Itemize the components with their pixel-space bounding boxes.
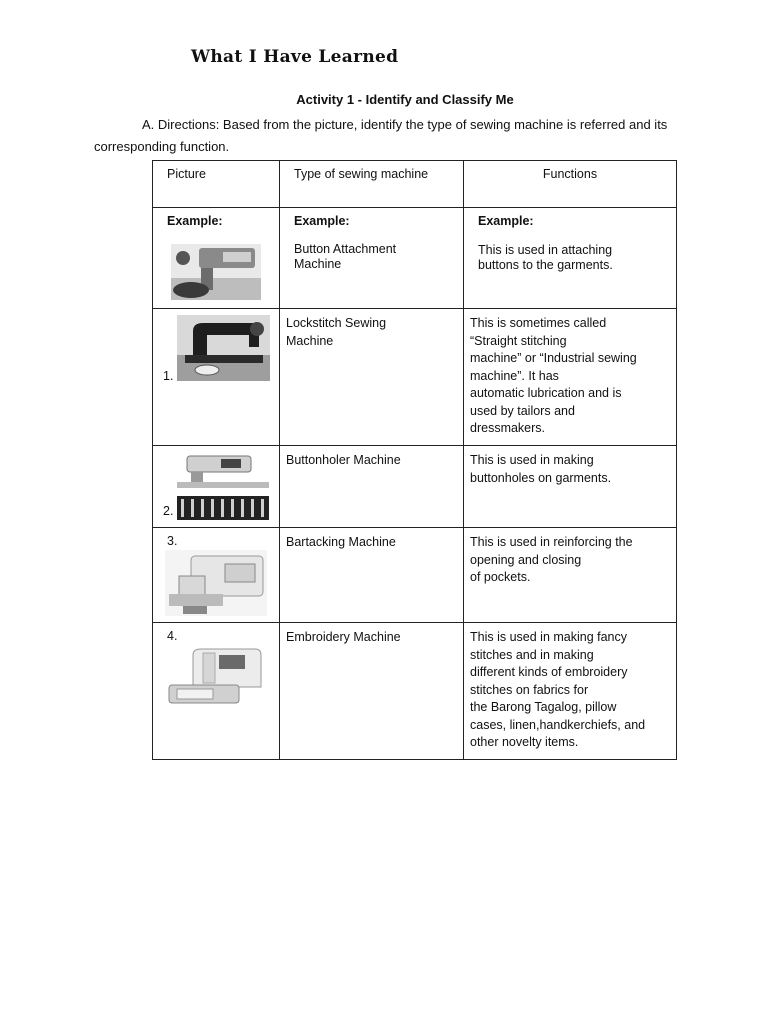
row-4-function-line: This is used in making fancy [470,630,628,644]
row-1-function-line: machine” or “Industrial sewing [470,351,637,365]
directions-paragraph: A. Directions: Based from the picture, identify the type of sewing machine is referred and its corresponding function. [94,117,668,154]
embroidery-machine-image [167,643,265,709]
lockstitch-machine-image [177,315,270,381]
example-type-label: Example: [294,214,350,228]
page-title: What I Have Learned [191,47,399,67]
table-header-row [153,161,677,208]
example-function-label: Example: [478,214,534,228]
row-2-number: 2. [163,504,174,518]
example-function: This is used in attaching buttons to the garments. [478,243,613,272]
table-row [153,528,677,623]
row-1-type-line: Lockstitch Sewing [286,316,387,330]
row-4-type-line: Embroidery Machine [286,630,401,644]
row-2-function-line: This is used in making [470,453,594,467]
row-1-function-line: used by tailors and [470,403,575,418]
row-4-function-line: stitches on fabrics for [470,682,589,697]
row-4-function-line: different kinds of embroidery [470,665,628,679]
button-attachment-machine-image [171,244,261,300]
row-3-function-line: This is used in reinforcing the [470,535,633,549]
row-3-number: 3. [167,534,178,548]
row-4-function-line: cases, linen,handkerchiefs, and [470,717,646,732]
row-3-function-line: opening and closing [470,552,582,567]
row-1-function-line: machine”. It has [470,368,559,383]
example-label: Example: [167,214,223,228]
row-4-function-line: stitches and in making [470,647,594,662]
row-3-type-line: Bartacking Machine [286,535,396,549]
header-functions: Functions [542,167,598,181]
bartacking-machine-image [165,550,267,616]
table-row [153,446,677,528]
row-1-type-line: Machine [286,333,334,348]
row-4-number: 4. [167,629,178,643]
row-1-function-line: “Straight stitching [470,333,567,348]
row-3-function-line: of pockets. [470,570,531,584]
row-1-function-line: This is sometimes called [470,316,607,330]
row-4-function-line: the Barong Tagalog, pillow [470,700,617,714]
header-type: Type of sewing machine [294,167,429,181]
row-1-function-line: dressmakers. [470,421,546,435]
sewing-machine-table [152,160,677,760]
row-1-function-line: automatic lubrication and is [470,386,622,400]
header-picture: Picture [167,167,206,181]
activity-heading: Activity 1 - Identify and Classify Me [296,92,514,107]
row-1-number: 1. [163,369,174,383]
row-2-type-line: Buttonholer Machine [286,453,401,467]
row-2-function-line: buttonholes on garments. [470,470,612,485]
buttonholer-machine-image [177,450,269,520]
row-4-function-line: other novelty items. [470,735,579,749]
table-row [153,623,677,760]
table-row-example [153,208,677,309]
table-row [153,309,677,446]
example-type: Button Attachment Machine [294,242,397,271]
